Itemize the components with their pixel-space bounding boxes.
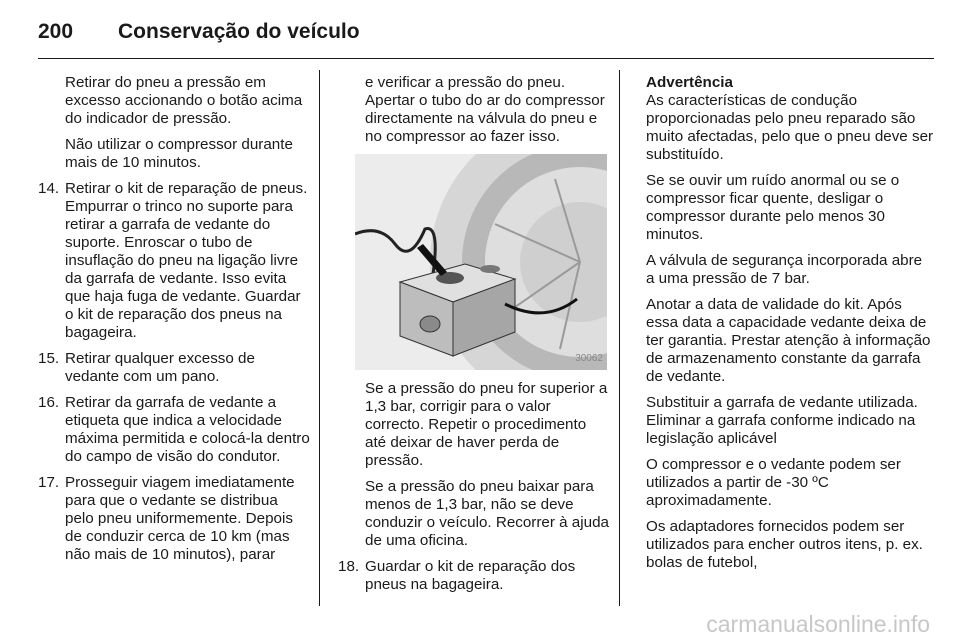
list-text: Prosseguir viagem imediatamente para que o vedante se distribua pelo pneu uniformemente. Depois de conduzir cerca de 10 km (mas não mais de 10 minutos), parar bbox=[65, 474, 295, 563]
watermark: carmanualsonline.info bbox=[706, 611, 930, 637]
list-item-17 bbox=[38, 474, 310, 564]
paragraph: Se a pressão do pneu for superior a 1,3 bar, corrigir para o valor correcto. Repetir o procedimento até deixar de haver perda de pressão. bbox=[365, 380, 608, 469]
warning-heading: Advertência bbox=[646, 74, 733, 91]
list-text: Retirar o kit de reparação de pneus. Empurrar o trinco no suporte para retirar a garrafa de vedante do suporte. Enroscar o tubo de insuflação do pneu na ligação livre da garrafa de vedante. Isso evita que haja fuga de vedante. Guardar o kit de reparação dos pneus na bagageira. bbox=[65, 180, 308, 341]
paragraph: O compressor e o vedante podem ser utilizados a partir de -30 ºC aproximadamente. bbox=[646, 456, 901, 509]
list-text: Guardar o kit de reparação dos pneus na bagageira. bbox=[365, 558, 576, 593]
paragraph: As características de condução proporcionadas pelo pneu reparado são muito afectadas, pelo que o pneu deve ser substituído. bbox=[646, 92, 934, 163]
list-number: 16. bbox=[38, 394, 60, 411]
paragraph: Substituir a garrafa de vedante utilizada. Eliminar a garrafa conforme indicado na legislação aplicável bbox=[646, 394, 918, 447]
compressor-illustration bbox=[355, 154, 607, 370]
column-divider-2 bbox=[619, 70, 620, 606]
compressor-drawing bbox=[355, 154, 607, 370]
column-1 bbox=[38, 74, 310, 572]
list-text: Retirar qualquer excesso de vedante com um pano. bbox=[65, 350, 255, 385]
page-number: 200 bbox=[38, 20, 74, 43]
list-number: 15. bbox=[38, 350, 60, 367]
list-item-15 bbox=[38, 350, 310, 386]
paragraph: A válvula de segurança incorporada abre a uma pressão de 7 bar. bbox=[646, 252, 923, 287]
figure-label: 30062 bbox=[575, 353, 603, 364]
paragraph: Se se ouvir um ruído anormal ou se o compressor ficar quente, desligar o compressor durante pelo menos 30 minutos. bbox=[646, 172, 900, 243]
list-number: 17. bbox=[38, 474, 60, 491]
column-2 bbox=[338, 74, 610, 602]
page-title: Conservação do veículo bbox=[118, 20, 360, 43]
paragraph: Não utilizar o compressor durante mais de 10 minutos. bbox=[65, 136, 293, 171]
paragraph: Se a pressão do pneu baixar para menos de 1,3 bar, não se deve conduzir o veículo. Recorrer à ajuda de uma oficina. bbox=[365, 478, 609, 549]
list-item-18 bbox=[338, 558, 610, 594]
paragraph: Os adaptadores fornecidos podem ser utilizados para encher outros itens, p. ex. bolas de futebol, bbox=[646, 518, 923, 571]
paragraph: Anotar a data de validade do kit. Após essa data a capacidade vedante deixa de ter garantia. Prestar atenção à informação de armazenamento constante da garrafa de vedante. bbox=[646, 296, 931, 385]
list-number: 14. bbox=[38, 180, 60, 197]
paragraph: e verificar a pressão do pneu. Apertar o tubo do ar do compressor directamente na válvula do pneu e no compressor ao fazer isso. bbox=[365, 74, 605, 145]
column-3 bbox=[646, 74, 934, 580]
list-number: 18. bbox=[338, 558, 360, 575]
column-divider-1 bbox=[319, 70, 320, 606]
list-item-14 bbox=[38, 180, 310, 342]
list-text: Retirar da garrafa de vedante a etiqueta que indica a velocidade máxima permitida e colocá-la dentro do campo de visão do condutor. bbox=[65, 394, 310, 465]
paragraph: Retirar do pneu a pressão em excesso accionando o botão acima do indicador de pressão. bbox=[65, 74, 303, 127]
header-rule bbox=[38, 58, 934, 59]
list-item-16 bbox=[38, 394, 310, 466]
